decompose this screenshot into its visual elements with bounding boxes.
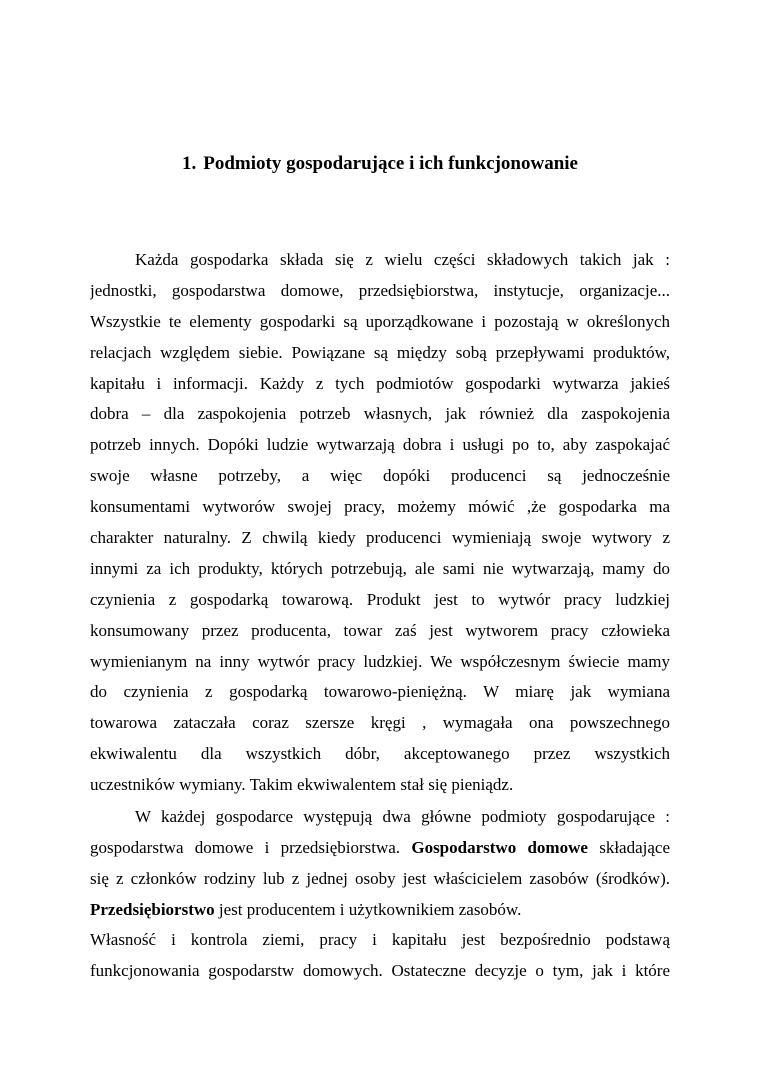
- text-line: kapitału i informacji. Każdy z tych podmiotów gospodarki wytwarza jakieś: [90, 373, 670, 393]
- text-line: dobra – dla zaspokojenia potrzeb własnych, jak również dla zaspokojenia: [90, 404, 670, 424]
- text-line: funkcjonowania gospodarstw domowych. Ostateczne decyzje o tym, jak i które: [90, 960, 670, 980]
- section-heading: [0, 152, 760, 176]
- text-line: Wszystkie te elementy gospodarki są uporządkowane i pozostają w określonych: [90, 311, 670, 331]
- text-line: charakter naturalny. Z chwilą kiedy producenci wymieniają swoje wytwory z: [90, 528, 670, 548]
- text-line: relacjach względem siebie. Powiązane są między sobą przepływami produktów,: [90, 342, 670, 362]
- text-line: czynienia z gospodarką towarową. Produkt jest to wytwór pracy ludzkiej: [90, 589, 670, 609]
- text-line: do czynienia z gospodarką towarowo-pieniężną. W miarę jak wymiana: [90, 682, 670, 702]
- text-line: wymienianym na inny wytwór pracy ludzkiej. We współczesnym świecie mamy: [90, 651, 670, 671]
- text-line: uczestników wymiany. Takim ekwiwalentem stał się pieniądz.: [90, 775, 514, 795]
- text-line: konsumowany przez producenta, towar zaś jest wytworem pracy człowieka: [90, 620, 670, 640]
- text-line: potrzeb innych. Dopóki ludzie wytwarzają dobra i usługi po to, aby zaspokajać: [90, 435, 670, 455]
- text-line: W każdej gospodarce występują dwa główne podmioty gospodarujące :: [135, 807, 670, 826]
- text-line: jednostki, gospodarstwa domowe, przedsiębiorstwa, instytucje, organizacje...: [90, 280, 670, 300]
- text-line: innymi za ich produkty, których potrzebują, ale sami nie wytwarzają, mamy do: [90, 558, 670, 578]
- text-line: swoje własne potrzeby, a więc dopóki producenci są jednocześnie: [90, 466, 670, 486]
- paragraph-economic-entities: [90, 802, 670, 926]
- text-line: Każda gospodarka składa się z wielu części składowych takich jak :: [135, 250, 670, 269]
- heading-text: Podmioty gospodarujące i ich funkcjonowanie: [203, 153, 578, 174]
- heading-number: 1.: [182, 153, 197, 174]
- text-run: gospodarstwa domowe i przedsiębiorstwa.: [90, 837, 412, 857]
- text-line: konsumentami wytworów swojej pracy, możemy mówić ,że gospodarka ma: [90, 497, 670, 517]
- term-enterprise: Przedsiębiorstwo: [90, 899, 215, 919]
- text-line: ekwiwalentu dla wszystkich dóbr, akceptowanego przez wszystkich: [90, 744, 670, 764]
- text-line: Własność i kontrola ziemi, pracy i kapitału jest bezpośrednio podstawą: [90, 930, 670, 949]
- term-household: Gospodarstwo domowe: [411, 837, 588, 857]
- paragraph-economy-parts: [90, 245, 670, 801]
- paragraph-ownership: [90, 925, 670, 987]
- text-line: się z członków rodziny lub z jednej osoby jest właścicielem zasobów (środków).: [90, 868, 670, 888]
- text-line: [90, 833, 670, 864]
- text-run: składające: [587, 837, 670, 857]
- text-line: [90, 895, 670, 926]
- text-line: towarowa zataczała coraz szersze kręgi , wymagała ona powszechnego: [90, 713, 670, 733]
- text-run: jest producentem i użytkownikiem zasobów.: [214, 899, 522, 919]
